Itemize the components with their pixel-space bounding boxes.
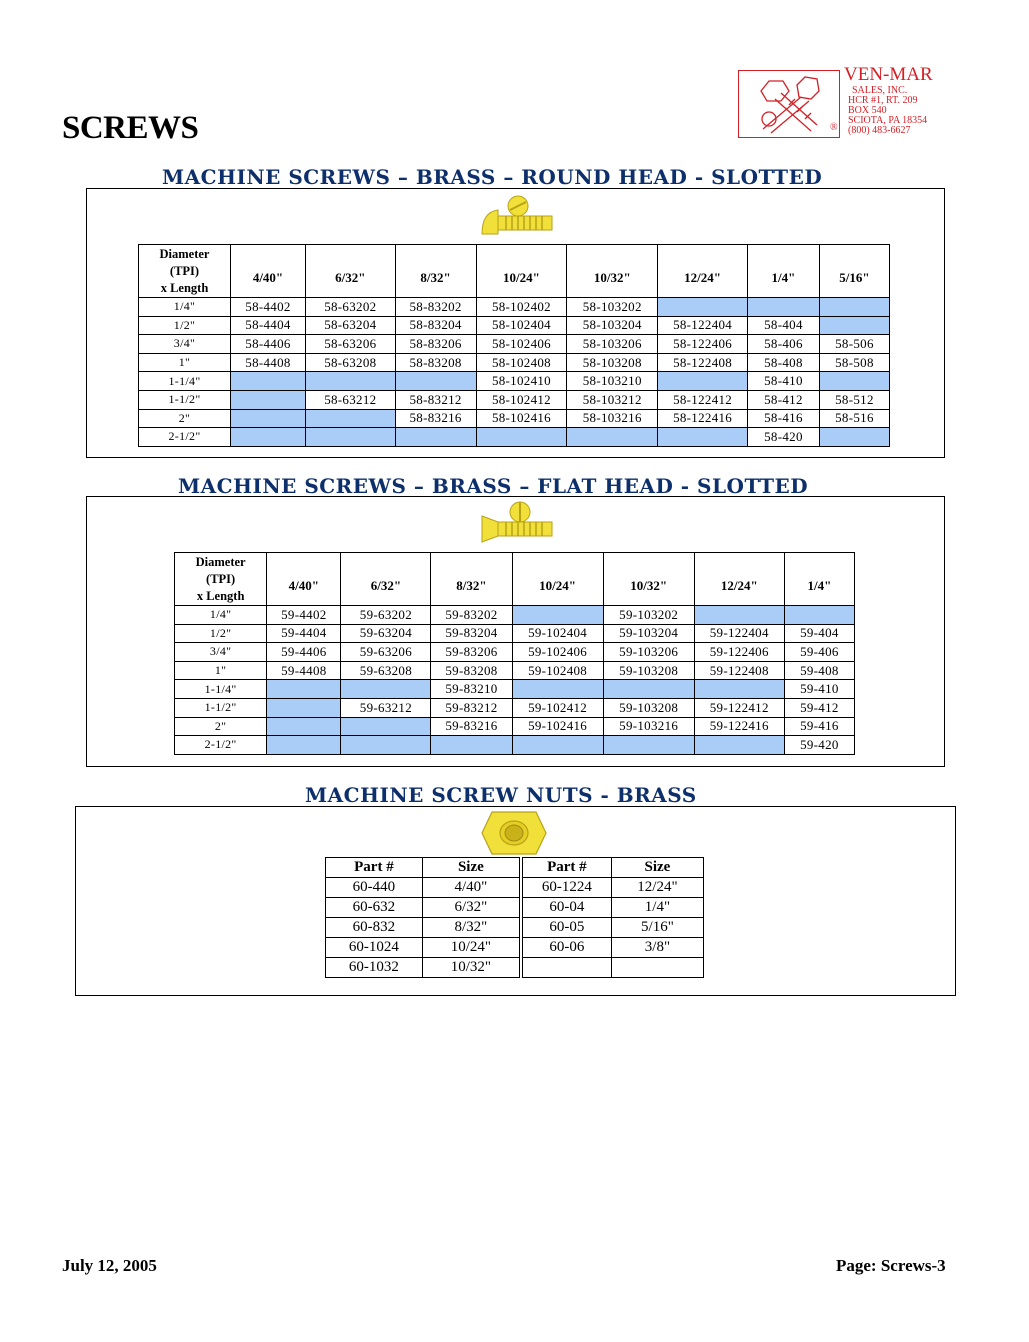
length-cell: 2-1/2" — [139, 428, 231, 447]
diameter-header-line: (TPI) — [169, 263, 200, 278]
size-column-header: 1/4" — [784, 553, 854, 606]
part-number-cell: 58-63204 — [305, 316, 395, 335]
part-number-cell: 58-404 — [748, 316, 820, 335]
part-number-cell: 59-404 — [784, 624, 854, 643]
part-number-cell: 58-102410 — [476, 372, 567, 391]
part-number-cell: 59-102404 — [512, 624, 603, 643]
size-column-header: 12/24" — [658, 245, 748, 298]
part-number-cell: 59-103206 — [603, 643, 694, 662]
unavailable-cell — [784, 606, 854, 625]
nut-part-number-cell — [521, 958, 611, 978]
part-number-cell: 59-408 — [784, 661, 854, 680]
length-cell: 2-1/2" — [175, 736, 267, 755]
nut-part-number-cell: 60-04 — [521, 898, 611, 918]
unavailable-cell — [267, 698, 341, 717]
part-number-cell: 59-4404 — [267, 624, 341, 643]
round-head-screw-icon — [478, 194, 554, 240]
unavailable-cell — [267, 736, 341, 755]
unavailable-cell — [341, 680, 431, 699]
diameter-header-line: Diameter — [195, 554, 246, 569]
section-title-flat-head: MACHINE SCREWS – BRASS – FLAT HEAD - SLOTTED — [178, 474, 809, 498]
unavailable-cell — [819, 316, 889, 335]
header-row — [139, 245, 890, 298]
part-number-cell: 59-63202 — [341, 606, 431, 625]
size-column-header: 10/24" — [476, 245, 567, 298]
unavailable-cell — [341, 736, 431, 755]
part-number-cell: 58-122404 — [658, 316, 748, 335]
part-number-cell: 59-122412 — [694, 698, 784, 717]
size-column-header: 8/32" — [395, 245, 476, 298]
nut-part-number-cell: 60-06 — [521, 938, 611, 958]
part-number-cell: 58-420 — [748, 428, 820, 447]
part-number-cell: 58-103216 — [567, 409, 658, 428]
part-number-cell: 58-4402 — [231, 298, 306, 317]
part-number-cell: 59-103208 — [603, 661, 694, 680]
part-number-cell: 59-410 — [784, 680, 854, 699]
unavailable-cell — [658, 428, 748, 447]
part-number-cell: 58-122412 — [658, 390, 748, 409]
size-column-header: 4/40" — [267, 553, 341, 606]
footer-date: July 12, 2005 — [62, 1256, 157, 1275]
part-number-cell: 59-63206 — [341, 643, 431, 662]
table-row — [326, 958, 704, 978]
unavailable-cell — [658, 372, 748, 391]
part-number-cell: 58-102404 — [476, 316, 567, 335]
nut-part-number-cell: 60-1024 — [326, 938, 423, 958]
part-number-cell: 59-83216 — [431, 717, 512, 736]
nuts-column-header: Part # — [521, 858, 611, 878]
part-number-cell: 58-103210 — [567, 372, 658, 391]
unavailable-cell — [819, 298, 889, 317]
length-cell: 3/4" — [139, 335, 231, 354]
length-cell: 3/4" — [175, 643, 267, 662]
part-number-cell: 58-102408 — [476, 353, 567, 372]
table-row — [175, 624, 855, 643]
company-logo — [738, 66, 968, 138]
nut-size-cell: 12/24" — [611, 878, 703, 898]
part-number-cell: 58-406 — [748, 335, 820, 354]
part-number-cell: 58-103212 — [567, 390, 658, 409]
unavailable-cell — [231, 428, 306, 447]
part-number-cell: 58-83204 — [395, 316, 476, 335]
table-row — [139, 390, 890, 409]
part-number-cell: 59-122408 — [694, 661, 784, 680]
nut-part-number-cell: 60-1032 — [326, 958, 423, 978]
part-number-cell: 58-83202 — [395, 298, 476, 317]
part-number-cell: 59-83212 — [431, 698, 512, 717]
length-cell: 1-1/2" — [139, 390, 231, 409]
part-number-cell: 59-122406 — [694, 643, 784, 662]
length-cell: 1-1/4" — [139, 372, 231, 391]
size-column-header: 4/40" — [231, 245, 306, 298]
part-number-cell: 58-103208 — [567, 353, 658, 372]
unavailable-cell — [231, 390, 306, 409]
bolt-logo-icon — [739, 71, 839, 137]
nut-size-cell: 5/16" — [611, 918, 703, 938]
part-number-cell: 58-103206 — [567, 335, 658, 354]
unavailable-cell — [305, 409, 395, 428]
section-title-round-head: MACHINE SCREWS – BRASS – ROUND HEAD - SLOTTED — [162, 165, 823, 189]
part-number-cell: 58-83208 — [395, 353, 476, 372]
size-column-header: 10/32" — [603, 553, 694, 606]
unavailable-cell — [431, 736, 512, 755]
part-number-cell: 58-63212 — [305, 390, 395, 409]
unavailable-cell — [567, 428, 658, 447]
nut-part-number-cell: 60-440 — [326, 878, 423, 898]
nut-size-cell: 4/40" — [422, 878, 521, 898]
size-column-header: 10/24" — [512, 553, 603, 606]
length-cell: 2" — [139, 409, 231, 428]
unavailable-cell — [395, 428, 476, 447]
part-number-cell: 58-412 — [748, 390, 820, 409]
part-number-cell: 58-103204 — [567, 316, 658, 335]
size-column-header: 1/4" — [748, 245, 820, 298]
table-row — [139, 353, 890, 372]
length-cell: 1/2" — [139, 316, 231, 335]
unavailable-cell — [231, 409, 306, 428]
logo-company-name: VEN-MAR — [844, 64, 933, 85]
nuts-column-header: Size — [422, 858, 521, 878]
part-number-cell: 58-410 — [748, 372, 820, 391]
table-row — [326, 938, 704, 958]
part-number-cell: 59-63212 — [341, 698, 431, 717]
part-number-cell: 59-102416 — [512, 717, 603, 736]
flat-head-screw-table — [174, 552, 855, 755]
part-number-cell: 58-408 — [748, 353, 820, 372]
length-cell: 1-1/2" — [175, 698, 267, 717]
unavailable-cell — [305, 372, 395, 391]
nut-size-cell: 1/4" — [611, 898, 703, 918]
diameter-header — [175, 553, 267, 606]
part-number-cell: 59-63204 — [341, 624, 431, 643]
part-number-cell: 58-102412 — [476, 390, 567, 409]
part-number-cell: 59-83210 — [431, 680, 512, 699]
nut-part-number-cell: 60-1224 — [521, 878, 611, 898]
part-number-cell: 59-4402 — [267, 606, 341, 625]
table-row — [326, 898, 704, 918]
unavailable-cell — [819, 372, 889, 391]
hex-nut-icon — [480, 808, 548, 858]
part-number-cell: 59-102406 — [512, 643, 603, 662]
part-number-cell: 59-83208 — [431, 661, 512, 680]
diameter-header-line: x Length — [196, 588, 245, 603]
size-column-header: 5/16" — [819, 245, 889, 298]
part-number-cell: 59-103202 — [603, 606, 694, 625]
nut-size-cell: 10/24" — [422, 938, 521, 958]
part-number-cell: 58-83212 — [395, 390, 476, 409]
header-row — [175, 553, 855, 606]
unavailable-cell — [395, 372, 476, 391]
unavailable-cell — [231, 372, 306, 391]
logo-line: SALES, INC. — [852, 85, 908, 96]
nut-part-number-cell: 60-832 — [326, 918, 423, 938]
part-number-cell: 59-83204 — [431, 624, 512, 643]
diameter-header-line: (TPI) — [206, 571, 236, 586]
nut-size-cell: 3/8" — [611, 938, 703, 958]
header-row — [326, 858, 704, 878]
registered-mark: ® — [830, 122, 838, 133]
unavailable-cell — [819, 428, 889, 447]
length-cell: 1/4" — [139, 298, 231, 317]
logo-line: SCIOTA, PA 18354 — [848, 115, 928, 126]
length-cell: 1-1/4" — [175, 680, 267, 699]
table-row — [175, 643, 855, 662]
nuts-table — [325, 857, 704, 978]
table-row — [175, 736, 855, 755]
nut-part-number-cell: 60-05 — [521, 918, 611, 938]
nut-part-number-cell: 60-632 — [326, 898, 423, 918]
unavailable-cell — [341, 717, 431, 736]
table-row — [175, 661, 855, 680]
unavailable-cell — [658, 298, 748, 317]
table-row — [175, 717, 855, 736]
part-number-cell: 58-122406 — [658, 335, 748, 354]
page-title: SCREWS — [62, 110, 199, 146]
size-column-header: 8/32" — [431, 553, 512, 606]
part-number-cell: 59-412 — [784, 698, 854, 717]
part-number-cell: 59-83202 — [431, 606, 512, 625]
part-number-cell: 59-406 — [784, 643, 854, 662]
nuts-column-header: Size — [611, 858, 703, 878]
size-column-header: 12/24" — [694, 553, 784, 606]
unavailable-cell — [694, 680, 784, 699]
part-number-cell: 58-508 — [819, 353, 889, 372]
part-number-cell: 58-63206 — [305, 335, 395, 354]
length-cell: 1/2" — [175, 624, 267, 643]
nut-size-cell: 6/32" — [422, 898, 521, 918]
part-number-cell: 59-63208 — [341, 661, 431, 680]
part-number-cell: 58-122416 — [658, 409, 748, 428]
part-number-cell: 58-103202 — [567, 298, 658, 317]
logo-line: HCR #1, RT. 209 — [848, 95, 918, 106]
part-number-cell: 58-102402 — [476, 298, 567, 317]
diameter-header — [139, 245, 231, 298]
part-number-cell: 59-102412 — [512, 698, 603, 717]
table-row — [139, 372, 890, 391]
logo-line: (800) 483-6627 — [848, 125, 911, 136]
table-row — [326, 878, 704, 898]
logo-line: BOX 540 — [848, 105, 887, 116]
part-number-cell: 59-103216 — [603, 717, 694, 736]
part-number-cell: 58-83206 — [395, 335, 476, 354]
nut-size-cell — [611, 958, 703, 978]
length-cell: 2" — [175, 717, 267, 736]
unavailable-cell — [267, 680, 341, 699]
footer-page-number: Page: Screws-3 — [836, 1256, 946, 1275]
size-column-header: 10/32" — [567, 245, 658, 298]
length-cell: 1" — [175, 661, 267, 680]
table-row — [326, 918, 704, 938]
part-number-cell: 58-4408 — [231, 353, 306, 372]
unavailable-cell — [748, 298, 820, 317]
part-number-cell: 58-83216 — [395, 409, 476, 428]
unavailable-cell — [476, 428, 567, 447]
part-number-cell: 59-102408 — [512, 661, 603, 680]
unavailable-cell — [512, 606, 603, 625]
part-number-cell: 58-4404 — [231, 316, 306, 335]
unavailable-cell — [305, 428, 395, 447]
part-number-cell: 59-103208 — [603, 698, 694, 717]
table-row — [139, 298, 890, 317]
length-cell: 1" — [139, 353, 231, 372]
unavailable-cell — [603, 680, 694, 699]
table-row — [175, 698, 855, 717]
part-number-cell: 59-4408 — [267, 661, 341, 680]
table-row — [175, 680, 855, 699]
unavailable-cell — [694, 606, 784, 625]
diameter-header-line: x Length — [160, 280, 209, 295]
part-number-cell: 58-516 — [819, 409, 889, 428]
logo-box — [738, 70, 840, 138]
size-column-header: 6/32" — [305, 245, 395, 298]
table-row — [139, 335, 890, 354]
length-cell: 1/4" — [175, 606, 267, 625]
part-number-cell: 58-63208 — [305, 353, 395, 372]
table-row — [139, 428, 890, 447]
unavailable-cell — [512, 736, 603, 755]
part-number-cell: 59-416 — [784, 717, 854, 736]
unavailable-cell — [267, 717, 341, 736]
section-title-nuts: MACHINE SCREW NUTS - BRASS — [305, 783, 697, 807]
part-number-cell: 59-122416 — [694, 717, 784, 736]
part-number-cell: 58-512 — [819, 390, 889, 409]
part-number-cell: 59-122404 — [694, 624, 784, 643]
diameter-header-line: Diameter — [159, 246, 210, 261]
flat-head-screw-icon — [478, 500, 554, 546]
size-column-header: 6/32" — [341, 553, 431, 606]
part-number-cell: 58-416 — [748, 409, 820, 428]
part-number-cell: 58-102406 — [476, 335, 567, 354]
round-head-screw-table — [138, 244, 890, 447]
unavailable-cell — [603, 736, 694, 755]
part-number-cell: 58-102416 — [476, 409, 567, 428]
part-number-cell: 59-103204 — [603, 624, 694, 643]
part-number-cell: 59-83206 — [431, 643, 512, 662]
nut-size-cell: 8/32" — [422, 918, 521, 938]
part-number-cell: 58-63202 — [305, 298, 395, 317]
nuts-column-header: Part # — [326, 858, 423, 878]
table-row — [139, 316, 890, 335]
unavailable-cell — [512, 680, 603, 699]
part-number-cell: 58-506 — [819, 335, 889, 354]
part-number-cell: 59-4406 — [267, 643, 341, 662]
nut-size-cell: 10/32" — [422, 958, 521, 978]
table-row — [139, 409, 890, 428]
part-number-cell: 58-122408 — [658, 353, 748, 372]
unavailable-cell — [694, 736, 784, 755]
table-row — [175, 606, 855, 625]
part-number-cell: 58-4406 — [231, 335, 306, 354]
part-number-cell: 59-420 — [784, 736, 854, 755]
